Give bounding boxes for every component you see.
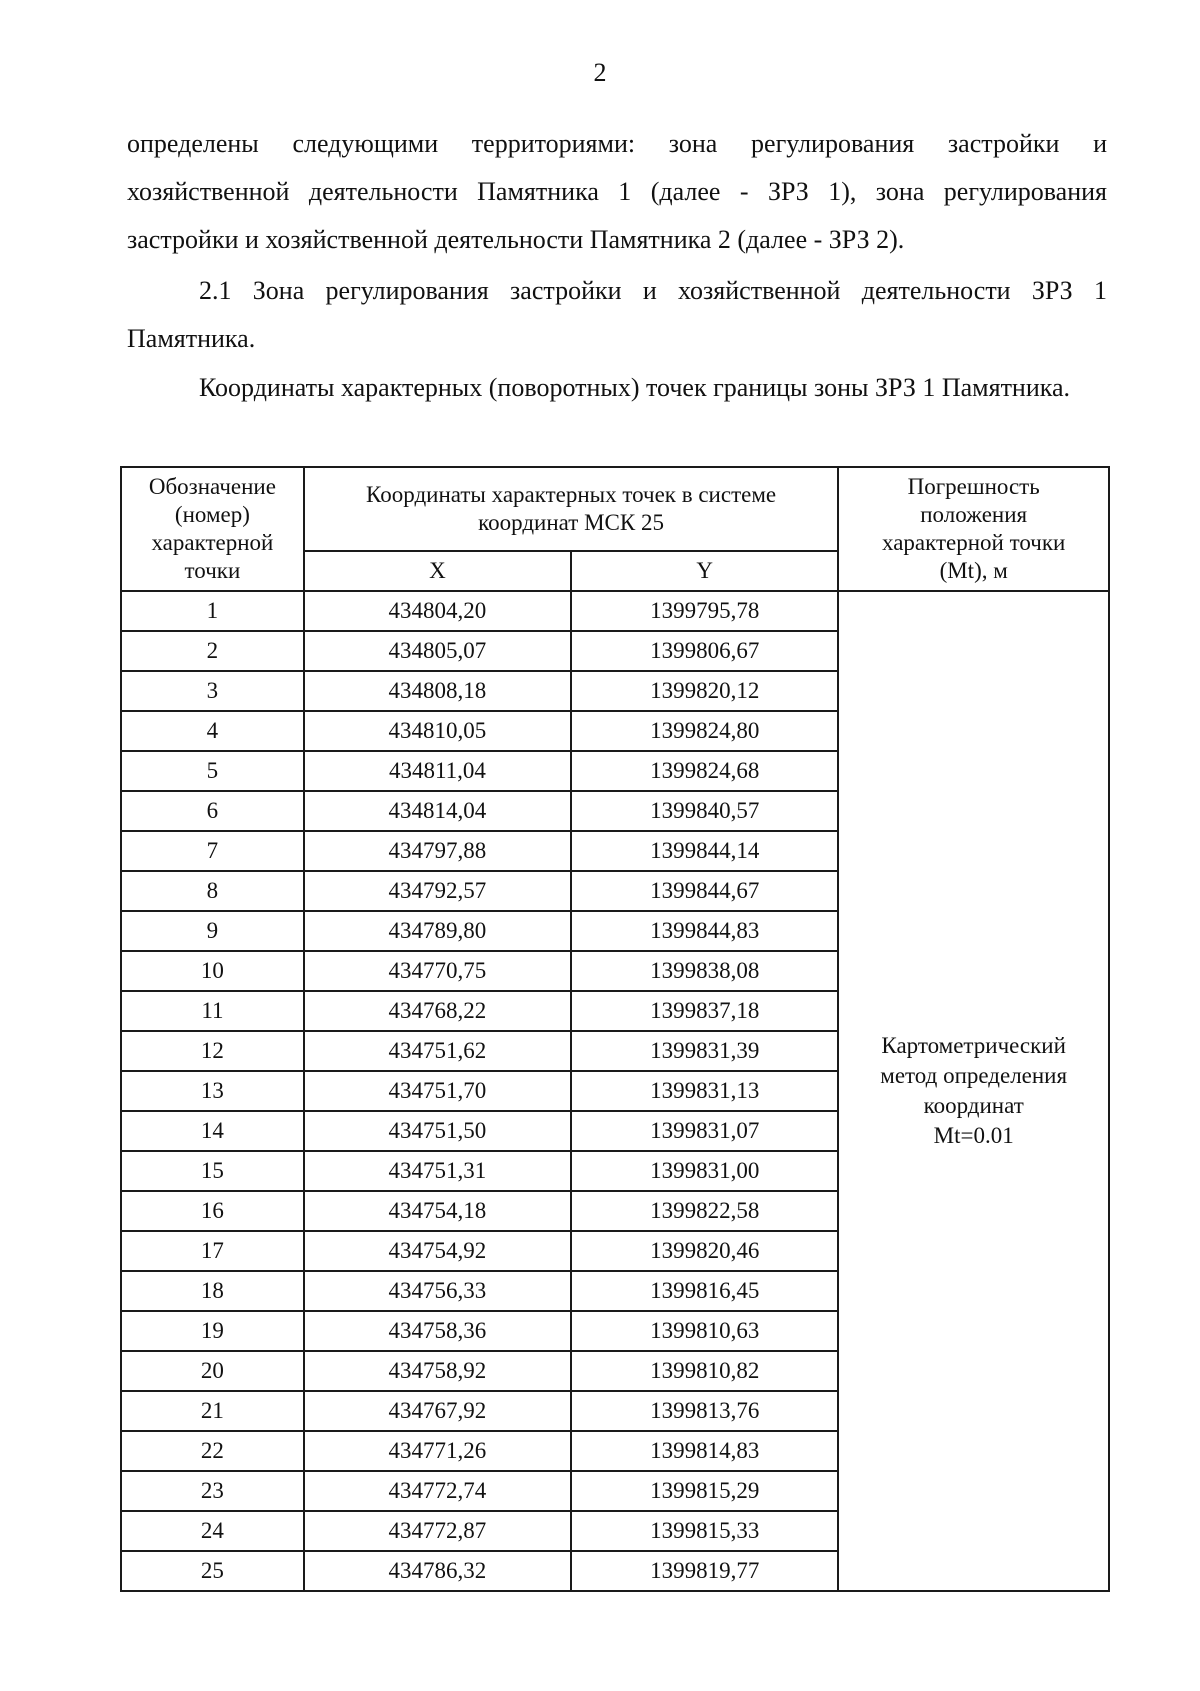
header-point-line: точки	[184, 558, 241, 583]
point-number: 23	[121, 1471, 304, 1511]
header-point-line: характерной	[151, 530, 274, 555]
coord-x: 434808,18	[304, 671, 571, 711]
method-cell	[838, 591, 1109, 1591]
header-coordinates-line: Координаты характерных точек в системе	[366, 482, 777, 507]
table-row	[121, 591, 1109, 631]
point-number: 22	[121, 1431, 304, 1471]
point-number: 3	[121, 671, 304, 711]
coordinates-table-header	[121, 467, 1109, 591]
coord-y: 1399840,57	[571, 791, 838, 831]
coord-x: 434751,31	[304, 1151, 571, 1191]
point-number: 21	[121, 1391, 304, 1431]
coord-x: 434751,50	[304, 1111, 571, 1151]
coord-y: 1399813,76	[571, 1391, 838, 1431]
coord-y: 1399844,14	[571, 831, 838, 871]
header-coordinates-line: координат МСК 25	[478, 510, 664, 535]
coord-y: 1399806,67	[571, 631, 838, 671]
coord-y: 1399838,08	[571, 951, 838, 991]
paragraph-territories-rest: хозяйственной деятельности Памятника 1 (далее - ЗРЗ 1), зона регулирования застройки и хозяйственной деятельности Памятника 2 (далее - ЗРЗ 2).	[127, 177, 1107, 254]
coord-y: 1399820,12	[571, 671, 838, 711]
point-number: 6	[121, 791, 304, 831]
point-number: 19	[121, 1311, 304, 1351]
coord-y: 1399831,13	[571, 1071, 838, 1111]
coord-y: 1399814,83	[571, 1431, 838, 1471]
coord-x: 434758,36	[304, 1311, 571, 1351]
coord-y: 1399837,18	[571, 991, 838, 1031]
point-number: 16	[121, 1191, 304, 1231]
coord-y: 1399795,78	[571, 591, 838, 631]
coord-x: 434792,57	[304, 871, 571, 911]
point-number: 20	[121, 1351, 304, 1391]
point-number: 18	[121, 1271, 304, 1311]
point-number: 17	[121, 1231, 304, 1271]
coord-x: 434811,04	[304, 751, 571, 791]
coord-x: 434758,92	[304, 1351, 571, 1391]
coord-y: 1399810,82	[571, 1351, 838, 1391]
coord-y: 1399815,29	[571, 1471, 838, 1511]
coord-x: 434810,05	[304, 711, 571, 751]
point-number: 4	[121, 711, 304, 751]
coord-x: 434805,07	[304, 631, 571, 671]
coord-y: 1399831,39	[571, 1031, 838, 1071]
coord-x: 434754,18	[304, 1191, 571, 1231]
method-line: Mt=0.01	[933, 1123, 1014, 1148]
header-error-line: Погрешность	[907, 474, 1040, 499]
point-number: 15	[121, 1151, 304, 1191]
coord-x: 434772,74	[304, 1471, 571, 1511]
coord-x: 434797,88	[304, 831, 571, 871]
coord-x: 434767,92	[304, 1391, 571, 1431]
coordinates-table-body	[121, 591, 1109, 1591]
header-x: X	[304, 551, 571, 591]
coord-y: 1399815,33	[571, 1511, 838, 1551]
page-number: 2	[593, 58, 607, 87]
coordinates-table	[120, 466, 1110, 1592]
point-number: 25	[121, 1551, 304, 1591]
coord-y: 1399816,45	[571, 1271, 838, 1311]
point-number: 24	[121, 1511, 304, 1551]
coord-x: 434751,62	[304, 1031, 571, 1071]
coord-x: 434804,20	[304, 591, 571, 631]
point-number: 7	[121, 831, 304, 871]
header-error-line: (Mt), м	[939, 558, 1008, 583]
coord-x: 434756,33	[304, 1271, 571, 1311]
coord-y: 1399819,77	[571, 1551, 838, 1591]
header-point-line: Обозначение	[148, 474, 276, 499]
method-line: метод определения	[880, 1063, 1068, 1088]
coord-y: 1399831,07	[571, 1111, 838, 1151]
section-heading-2-1: 2.1 Зона регулирования застройки и хозяйственной деятельности ЗРЗ 1 Памятника.	[127, 276, 1107, 353]
table-caption: Координаты характерных (поворотных) точек границы зоны ЗРЗ 1 Памятника.	[199, 373, 1071, 402]
coord-y: 1399820,46	[571, 1231, 838, 1271]
coord-y: 1399844,67	[571, 871, 838, 911]
point-number: 5	[121, 751, 304, 791]
header-point-designation	[121, 467, 304, 591]
header-coordinates	[304, 467, 839, 551]
paragraph-territories	[127, 120, 1107, 264]
method-line: координат	[923, 1093, 1024, 1118]
paragraph-territories-line1: определены следующими территориями: зона регулирования застройки и	[127, 129, 1107, 158]
coord-y: 1399824,80	[571, 711, 838, 751]
coord-x: 434771,26	[304, 1431, 571, 1471]
coord-y: 1399831,00	[571, 1151, 838, 1191]
coord-y: 1399824,68	[571, 751, 838, 791]
coord-x: 434786,32	[304, 1551, 571, 1591]
header-error	[838, 467, 1109, 591]
header-y: Y	[571, 551, 838, 591]
coord-x: 434789,80	[304, 911, 571, 951]
coord-y: 1399810,63	[571, 1311, 838, 1351]
point-number: 2	[121, 631, 304, 671]
coord-x: 434754,92	[304, 1231, 571, 1271]
point-number: 8	[121, 871, 304, 911]
point-number: 13	[121, 1071, 304, 1111]
coord-x: 434772,87	[304, 1511, 571, 1551]
header-point-line: (номер)	[174, 502, 250, 527]
coord-y: 1399822,58	[571, 1191, 838, 1231]
point-number: 14	[121, 1111, 304, 1151]
coord-x: 434751,70	[304, 1071, 571, 1111]
header-error-line: положения	[920, 502, 1028, 527]
point-number: 10	[121, 951, 304, 991]
coord-x: 434768,22	[304, 991, 571, 1031]
point-number: 11	[121, 991, 304, 1031]
header-error-line: характерной точки	[882, 530, 1066, 555]
point-number: 1	[121, 591, 304, 631]
point-number: 9	[121, 911, 304, 951]
coord-x: 434770,75	[304, 951, 571, 991]
coord-x: 434814,04	[304, 791, 571, 831]
point-number: 12	[121, 1031, 304, 1071]
method-line: Картометрический	[881, 1033, 1066, 1058]
coord-y: 1399844,83	[571, 911, 838, 951]
